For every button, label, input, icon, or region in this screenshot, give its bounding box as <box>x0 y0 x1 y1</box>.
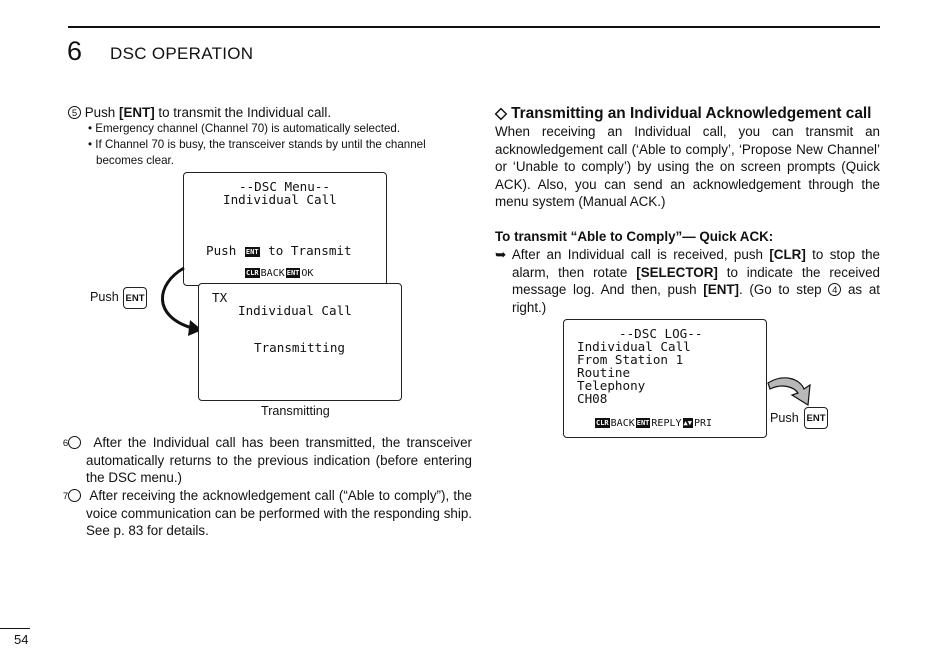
shaded-arrow-icon <box>766 375 816 411</box>
page-rule <box>0 628 30 629</box>
step-6: 6 After the Individual call has been transmitted, the transceiver automatically returns to the previous indication (before entering the DSC menu.) <box>62 435 472 486</box>
lcd-line: TX <box>212 290 228 305</box>
key-clr-icon: CLR <box>596 419 609 427</box>
step-5: 5 Push [ENT] to transmit the Individual call. <box>68 104 454 122</box>
key-updown-icon: ▲▼ <box>683 419 692 427</box>
lcd-line: CH08 <box>577 391 608 406</box>
subheading: To transmit “Able to Comply”— Quick ACK: <box>495 229 774 244</box>
chapter-title: DSC OPERATION <box>110 44 254 63</box>
step-7: 7 After receiving the acknowledgement call (“Able to comply”), the voice communication can be performed with the responding ship. See p. 83 for details. <box>62 488 472 539</box>
lcd-line: Routine <box>577 365 631 380</box>
top-rule <box>68 26 880 28</box>
bullet-item: • If Channel 70 is busy, the transceiver stands by until the channel becomes clear. <box>88 138 426 167</box>
section-intro: When receiving an Individual call, you can transmit an acknowledgement call (‘Able to comply’, ‘Propose New Channel’ or ‘Unable to comply’) by using the on screen prompts (Quick ACK). Also, you can send an acknowledgement through the menu system (Manual ACK.) <box>495 124 880 210</box>
lcd-line: Individual Call <box>238 303 352 318</box>
step-number: 5 <box>68 106 81 119</box>
page-number: 54 <box>14 632 29 647</box>
ent-button-icon: ENT <box>123 287 147 309</box>
lcd-line: Individual Call <box>577 339 691 354</box>
step-number: 4 <box>828 283 841 296</box>
arrow-bullet-icon: ➥ <box>495 247 507 262</box>
section-heading: ◇ Transmitting an Individual Acknowledgement call <box>495 105 872 122</box>
lcd-screen-dsc-log <box>563 319 767 438</box>
chapter-number: 6 <box>67 36 83 66</box>
lcd-screen-transmitting <box>198 283 402 401</box>
lcd-line: Individual Call <box>223 192 337 207</box>
lcd-line: Transmitting <box>254 340 345 355</box>
key-ent-icon: ENT <box>286 269 300 277</box>
lcd-line: --DSC Menu-- <box>239 179 330 194</box>
screen-caption: Transmitting <box>261 404 330 418</box>
lcd-line: From Station 1 <box>577 352 684 367</box>
bullet-item: • Emergency channel (Channel 70) is automatically selected. <box>88 122 401 135</box>
key-clr-icon: CLR <box>246 269 259 277</box>
push-label: Push <box>90 290 119 304</box>
lcd-screen-dsc-menu <box>183 172 387 286</box>
step-number: 7 <box>68 489 81 502</box>
key-ent-icon: ENT <box>245 248 259 256</box>
lcd-line: Telephony <box>577 378 646 393</box>
ent-button-icon: ENT <box>804 407 828 429</box>
lcd-line: --DSC LOG-- <box>619 326 703 341</box>
key-ent-icon: ENT <box>636 419 650 427</box>
quick-ack-step: ➥ After an Individual call is received, push [CLR] to stop the alarm, then rotate [SELECTOR] to indicate the received message log. And then, push [ENT]. (Go to step 4 as at right.) <box>495 247 881 315</box>
step-5-bullets <box>86 121 454 169</box>
step-number: 6 <box>68 436 81 449</box>
soft-keys: CLR BACK ENT REPLY ▲▼ PRI <box>596 418 713 429</box>
diamond-icon: ◇ <box>495 105 507 122</box>
push-label: Push <box>770 411 799 425</box>
lcd-line: Push ENT to Transmit <box>206 243 352 258</box>
soft-keys: CLR BACK ENT OK <box>246 268 314 279</box>
